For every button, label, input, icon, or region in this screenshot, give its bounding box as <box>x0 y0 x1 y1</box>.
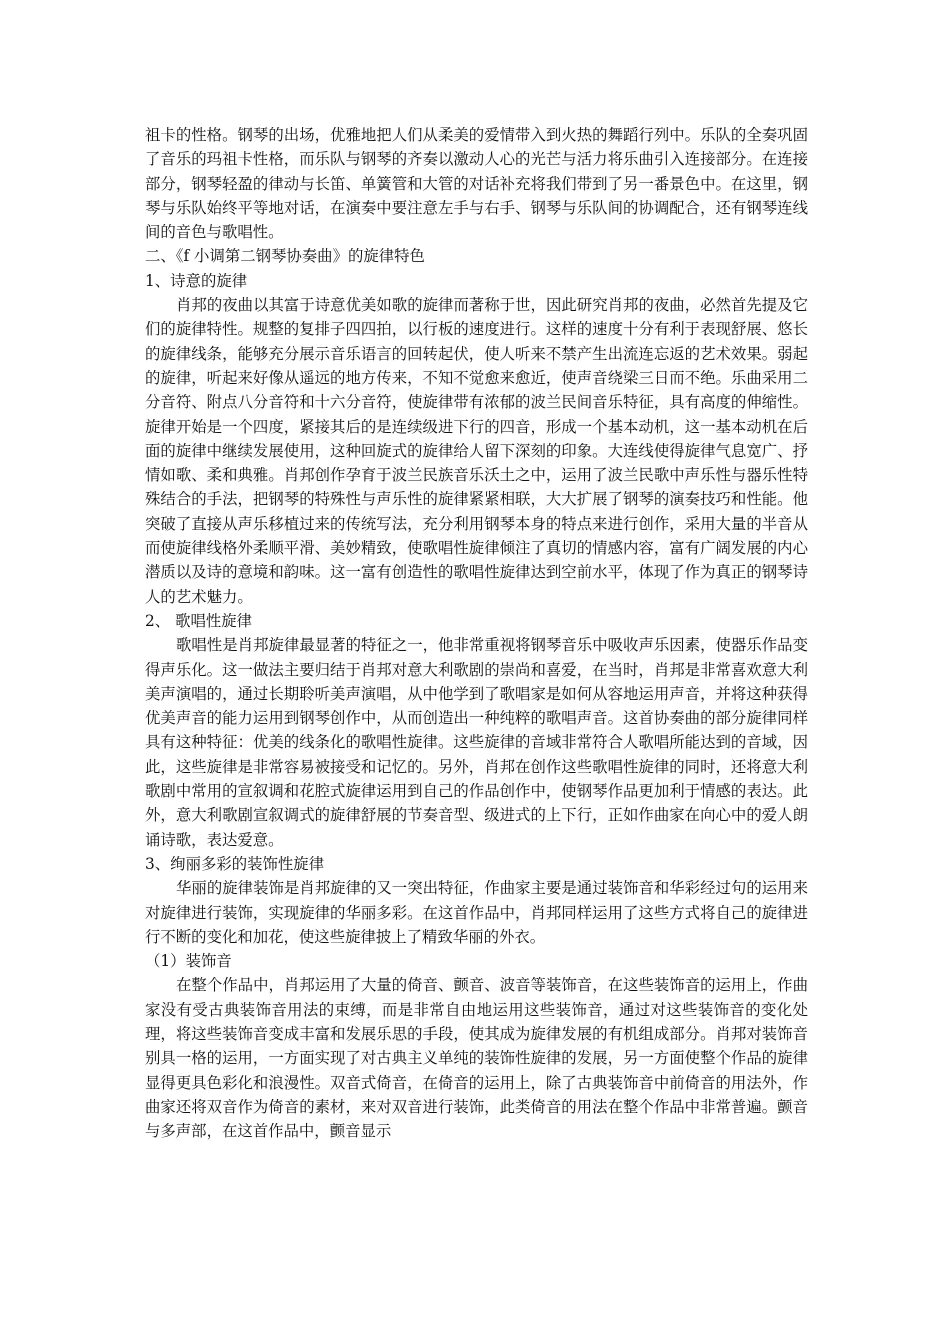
subsection-heading-3: 3、绚丽多彩的装饰性旋律 <box>145 854 325 873</box>
paragraph-singing-melody: 歌唱性是肖邦旋律最显著的特征之一，他非常重视将钢琴音乐中吸收声乐因素，使器乐作品变得声乐化。这一做法主要归结于肖邦对意大利歌剧的崇尚和喜爱，在当时，肖邦是非常喜欢意大利美声演唱的，通过长期聆听美声演唱，从中他学到了歌唱家是如何从容地运用声音，并将这种获得优美声音的能力运用到钢琴创作中，从而创造出一种纯粹的歌唱声音。这首协奏曲的部分旋律同样具有这种特征：优美的线条化的歌唱性旋律。这些旋律的音域非常符合人歌唱所能达到的音域，因此，这些旋律是非常容易被接受和记忆的。另外，肖邦在创作这些歌唱性旋律的同时，还将意大利歌剧中常用的宣叙调和花腔式旋律运用到自己的作品创作中，使钢琴作品更加利于情感的表达。此外，意大利歌剧宣叙调式的旋律舒展的节奏音型、级进式的上下行，正如作曲家在向心中的爱人朗诵诗歌，表达爱意。 <box>145 636 808 849</box>
paragraph-poetic-melody: 肖邦的夜曲以其富于诗意优美如歌的旋律而著称于世，因此研究肖邦的夜曲，必然首先提及它们的旋律特性。规整的复排子四四拍，以行板的速度进行。这样的速度十分有利于表现舒展、悠长的旋律线条，能够充分展示音乐语言的回转起伏，使人听来不禁产生出流连忘返的艺术效果。弱起的旋律，听起来好像从遥远的地方传来，不知不觉愈来愈近，使声音绕梁三日而不绝。乐曲采用二分音符、附点八分音符和十六分音符，使旋律带有浓郁的波兰民间音乐特征，具有高度的伸缩性。旋律开始是一个四度，紧接其后的是连续级进下行的四音，形成一个基本动机，这一基本动机在后面的旋律中继续发展使用，这种回旋式的旋律给人留下深刻的印象。大连线使得旋律气息宽广、抒情如歌、柔和典雅。肖邦创作孕育于波兰民族音乐沃土之中，运用了波兰民歌中声乐性与器乐性特殊结合的手法，把钢琴的特殊性与声乐性的旋律紧紧相联，大大扩展了钢琴的演奏技巧和性能。他突破了直接从声乐移植过来的传统写法，充分利用钢琴本身的特点来进行创作，采用大量的半音从而使旋律线格外柔顺平滑、美妙精致，使歌唱性旋律倾注了真切的情感内容，富有广阔发展的内心潜质以及诗的意境和韵味。这一富有创造性的歌唱性旋律达到空前水平，体现了作为真正的钢琴诗人的艺术魅力。 <box>145 296 808 606</box>
paragraph-body-1: 祖卡的性格。钢琴的出场，优雅地把人们从柔美的爱情带入到火热的舞蹈行列中。乐队的全奏巩固了音乐的玛祖卡性格，而乐队与钢琴的齐奏以激动人心的光芒与活力将乐曲引入连接部分。在连接部分，钢琴轻盈的律动与长笛、单簧管和大管的对话补充将我们带到了另一番景色中。在这里，钢琴与乐队始终平等地对话，在演奏中要注意左手与右手、钢琴与乐队间的协调配合，还有钢琴连线间的音色与歌唱性。 <box>145 126 808 242</box>
document-page <box>145 123 808 1143</box>
paragraph-decorative-melody: 华丽的旋律装饰是肖邦旋律的又一突出特征，作曲家主要是通过装饰音和华彩经过句的运用来对旋律进行装饰，实现旋律的华丽多彩。在这首作品中，肖邦同样运用了这些方式将自己的旋律进行不断的变化和加花，使这些旋律披上了精致华丽的外衣。 <box>145 879 808 946</box>
subsection-heading-ornaments: （1）装饰音 <box>145 952 232 971</box>
subsection-heading-2: 2、 歌唱性旋律 <box>145 611 253 630</box>
paragraph-ornaments: 在整个作品中，肖邦运用了大量的倚音、颤音、波音等装饰音，在这些装饰音的运用上，作曲家没有受古典装饰音用法的束缚，而是非常自由地运用这些装饰音，通过对这些装饰音的变化处理，将这些装饰音变成丰富和发展乐思的手段，使其成为旋律发展的有机组成部分。肖邦对装饰音别具一格的运用，一方面实现了对古典主义单纯的装饰性旋律的发展，另一方面使整个作品的旋律显得更具色彩化和浪漫性。双音式倚音，在倚音的运用上，除了古典装饰音中前倚音的用法外，作曲家还将双音作为倚音的素材，来对双音进行装饰，此类倚音的用法在整个作品中非常普遍。颤音与多声部，在这首作品中，颤音显示 <box>145 976 808 1141</box>
subsection-heading-1: 1、诗意的旋律 <box>145 271 248 290</box>
section-heading-2: 二、《f 小调第二钢琴协奏曲》的旋律特色 <box>145 247 425 266</box>
